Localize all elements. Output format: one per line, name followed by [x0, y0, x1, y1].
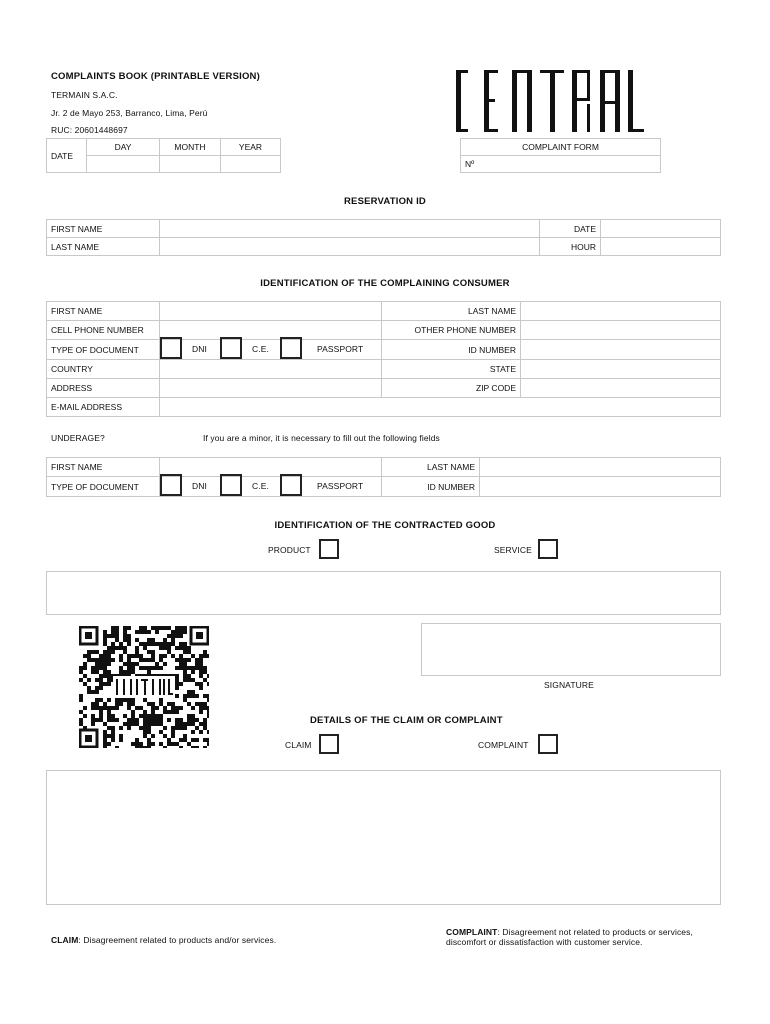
consumer-first-name-label: FIRST NAME — [47, 302, 160, 321]
consumer-first-name-field[interactable] — [160, 302, 382, 321]
cell-phone-field[interactable] — [160, 321, 382, 340]
good-heading: IDENTIFICATION OF THE CONTRACTED GOOD — [274, 520, 496, 531]
doc-type-label: TYPE OF DOCUMENT — [47, 340, 160, 360]
minor-dni-label: DNI — [192, 481, 207, 491]
res-last-name-field[interactable] — [160, 238, 540, 256]
complaint-form-table — [460, 138, 661, 173]
reservation-heading: RESERVATION ID — [344, 196, 426, 207]
month-label: MONTH — [160, 139, 221, 156]
year-field[interactable] — [221, 156, 281, 173]
complaint-label: COMPLAINT — [478, 740, 529, 750]
zip-field[interactable] — [521, 379, 721, 398]
state-field[interactable] — [521, 360, 721, 379]
passport-checkbox[interactable] — [280, 337, 302, 359]
dni-label: DNI — [192, 344, 207, 354]
res-first-name-field[interactable] — [160, 220, 540, 238]
minor-doc-type-options — [160, 477, 382, 497]
res-hour-field[interactable] — [601, 238, 721, 256]
minor-doc-type-label: TYPE OF DOCUMENT — [47, 477, 160, 497]
ce-checkbox[interactable] — [220, 337, 242, 359]
consumer-last-name-field[interactable] — [521, 302, 721, 321]
minor-ce-label: C.E. — [252, 481, 269, 491]
day-label: DAY — [87, 139, 160, 156]
month-field[interactable] — [160, 156, 221, 173]
consumer-last-name-label: LAST NAME — [382, 302, 521, 321]
complaint-def-text: : Disagreement not related to products or services, discomfort or dissatisfaction with customer service. — [446, 927, 693, 947]
minor-id-number-label: ID NUMBER — [382, 477, 480, 497]
signature-field[interactable] — [421, 623, 721, 676]
company-ruc: RUC: 20601448697 — [51, 125, 128, 135]
zip-label: ZIP CODE — [382, 379, 521, 398]
id-number-field[interactable] — [521, 340, 721, 360]
qr-code-icon — [79, 626, 209, 748]
claim-term: CLAIM — [51, 935, 79, 945]
service-label: SERVICE — [494, 545, 532, 555]
minor-passport-label: PASSPORT — [317, 481, 364, 491]
claim-checkbox[interactable] — [319, 734, 339, 754]
date-table — [46, 138, 281, 173]
email-label: E-MAIL ADDRESS — [47, 398, 160, 417]
underage-question: UNDERAGE? — [51, 433, 105, 443]
minor-first-name-label: FIRST NAME — [47, 458, 160, 477]
country-label: COUNTRY — [47, 360, 160, 379]
minor-passport-checkbox[interactable] — [280, 474, 302, 496]
service-checkbox[interactable] — [538, 539, 558, 559]
complaint-form-title: COMPLAINT FORM — [461, 139, 661, 156]
res-date-field[interactable] — [601, 220, 721, 238]
claim-definition — [51, 935, 276, 945]
company-name: TERMAIN S.A.C. — [51, 90, 118, 100]
claim-def-text: : Disagreement related to products and/or services. — [78, 935, 277, 945]
res-first-name-label: FIRST NAME — [47, 220, 160, 238]
day-field[interactable] — [87, 156, 160, 173]
consumer-table — [46, 301, 721, 417]
res-date-label: DATE — [540, 220, 601, 238]
country-field[interactable] — [160, 360, 382, 379]
minor-last-name-field[interactable] — [480, 458, 721, 477]
date-label: DATE — [47, 139, 87, 173]
complaint-term: COMPLAINT — [446, 927, 498, 937]
minor-table — [46, 457, 721, 497]
minor-first-name-field[interactable] — [160, 458, 382, 477]
id-number-label: ID NUMBER — [382, 340, 521, 360]
minor-last-name-label: LAST NAME — [382, 458, 480, 477]
details-field[interactable] — [46, 770, 721, 905]
page-title: COMPLAINTS BOOK (PRINTABLE VERSION) — [51, 71, 260, 82]
dni-checkbox[interactable] — [160, 337, 182, 359]
minor-id-number-field[interactable] — [480, 477, 721, 497]
consumer-heading: IDENTIFICATION OF THE COMPLAINING CONSUMER — [260, 278, 510, 289]
minor-ce-checkbox[interactable] — [220, 474, 242, 496]
ce-label: C.E. — [252, 344, 269, 354]
central-logo — [454, 68, 646, 136]
cell-phone-label: CELL PHONE NUMBER — [47, 321, 160, 340]
underage-note: If you are a minor, it is necessary to fill out the following fields — [203, 433, 440, 443]
other-phone-field[interactable] — [521, 321, 721, 340]
res-last-name-label: LAST NAME — [47, 238, 160, 256]
complaint-checkbox[interactable] — [538, 734, 558, 754]
product-label: PRODUCT — [268, 545, 311, 555]
passport-label: PASSPORT — [317, 344, 364, 354]
product-checkbox[interactable] — [319, 539, 339, 559]
res-hour-label: HOUR — [540, 238, 601, 256]
email-field[interactable] — [160, 398, 721, 417]
other-phone-label: OTHER PHONE NUMBER — [382, 321, 521, 340]
minor-dni-checkbox[interactable] — [160, 474, 182, 496]
company-address: Jr. 2 de Mayo 253, Barranco, Lima, Perú — [51, 108, 208, 118]
details-heading: DETAILS OF THE CLAIM OR COMPLAINT — [310, 715, 503, 726]
claim-label: CLAIM — [285, 740, 312, 750]
complaint-definition — [446, 927, 726, 947]
address-field[interactable] — [160, 379, 382, 398]
year-label: YEAR — [221, 139, 281, 156]
doc-type-options — [160, 340, 382, 360]
complaint-number-field[interactable]: Nº — [461, 156, 661, 173]
reservation-table — [46, 219, 721, 256]
state-label: STATE — [382, 360, 521, 379]
address-label: ADDRESS — [47, 379, 160, 398]
signature-label: SIGNATURE — [544, 680, 594, 690]
good-description-field[interactable] — [46, 571, 721, 615]
